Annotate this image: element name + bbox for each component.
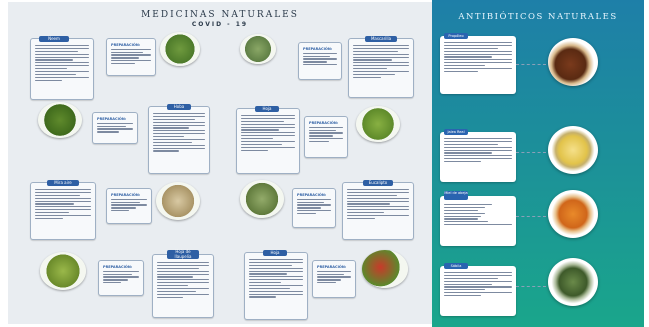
prep-label: PREPARACIÓN: [317,265,347,269]
card-tag: Miel de abeja [444,191,468,200]
eucalipto-leaf-image [240,180,284,218]
lemon-icon [548,126,598,174]
hoja-leaf-image [356,106,400,142]
card-tag: Hoja de llaupelia [167,250,199,259]
aloe-icon [548,258,598,306]
hoba-leaf-image [38,102,82,138]
card-tag: Hoba [167,104,191,110]
card-tag: Eucalipto [363,180,393,186]
prep-label: PREPARACIÓN: [103,265,133,269]
connector-line [516,216,546,217]
card-tag: Mascarilla [365,36,397,42]
prep-label: PREPARACIÓN: [297,193,327,197]
card-tag: Propóleo [444,33,468,39]
card-guayaba-prep [98,260,144,296]
guayaba-leaf-image [40,252,86,290]
mascarilla-leaf-image [240,34,276,64]
card-tag: Jalea Real [444,129,468,135]
card-eucalipto-prep [292,188,336,228]
card-tag: Sábila [444,263,468,269]
prep-label: PREPARACIÓN: [111,43,141,47]
card-llaupelia [152,249,214,318]
antibioticos-naturales-poster [432,0,644,327]
card-hoja [236,108,300,174]
card-mira-aire-prep [106,188,152,224]
honeycomb-icon [548,190,598,238]
poster-title: MEDICINAS NATURALES [141,10,299,20]
card-neem [30,38,94,100]
card-tag: Hoja [263,250,287,256]
card-tag: Neem [39,36,69,42]
card-hoja-2 [244,252,308,320]
card-hoba-prep [92,112,138,144]
card-eucalipto [342,182,414,240]
card-mascarilla-prep [298,42,342,80]
propolis-icon [548,38,598,86]
prep-label: PREPARACIÓN: [111,193,141,197]
card-mira-aire [30,182,96,240]
prep-label: PREPARACIÓN: [303,47,333,51]
neem-leaf-image [160,32,200,66]
card-propoleo [440,36,516,94]
prep-label: PREPARACIÓN: [97,117,127,121]
poster-subtitle: COVID - 19 [191,21,249,28]
card-tag: Mira aire [47,180,79,186]
chili-pepper-image [362,250,408,288]
connector-line [516,286,546,287]
card-mascarilla [348,38,414,98]
card-hoja-2-prep [312,260,356,298]
mira-aire-flower-image [156,182,200,220]
prep-label: PREPARACIÓN: [309,121,339,125]
card-hoba [148,106,210,174]
card-sabila [440,266,516,316]
card-jalea-real [440,132,516,182]
card-tag: Hoja [255,106,279,112]
connector-line [516,64,546,65]
antibioticos-title: ANTIBIÓTICOS NATURALES [458,12,618,22]
card-hoja-prep [304,116,348,158]
card-miel-de-abeja [440,191,516,246]
connector-line [516,152,546,153]
medicinas-naturales-poster [8,2,432,324]
card-neem-prep [106,38,156,76]
